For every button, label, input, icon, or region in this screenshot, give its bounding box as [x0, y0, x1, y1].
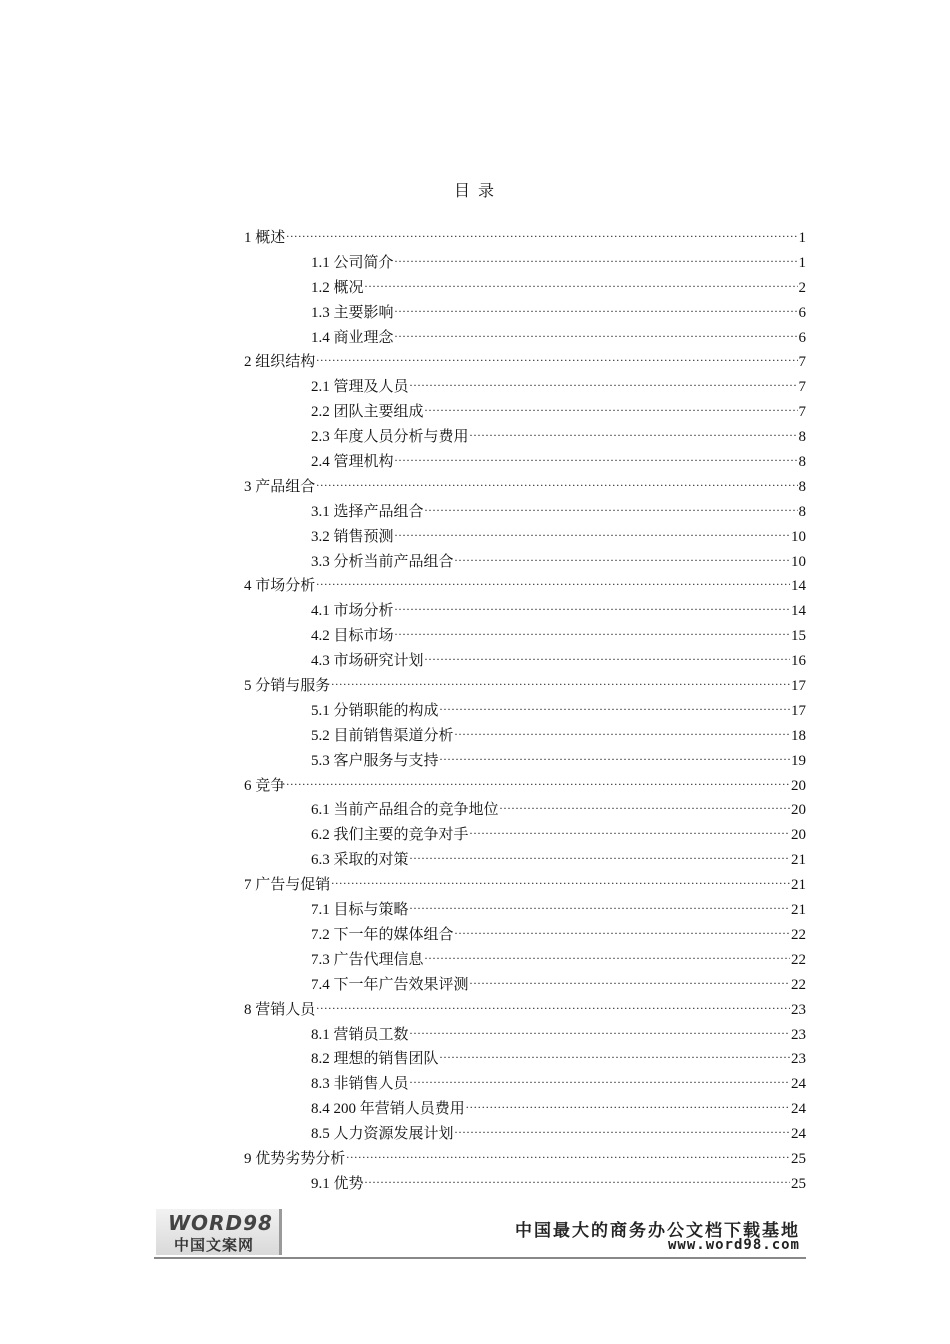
toc-entry-label: 8 营销人员	[244, 1001, 316, 1018]
toc-entry[interactable]	[244, 699, 806, 724]
toc-entry-label: 1 概述	[244, 230, 286, 246]
toc-entry-label: 5 分销与服务	[244, 678, 331, 695]
toc-entry-label: 2.2 团队主要组成	[311, 404, 424, 421]
toc-entry-label: 4.1 市场分析	[311, 603, 394, 620]
toc-entry[interactable]	[244, 749, 806, 774]
toc-title: 目 录	[453, 183, 496, 200]
toc-entry[interactable]	[244, 923, 806, 948]
dot-leader	[395, 600, 790, 615]
toc-entry-page: 14	[791, 578, 806, 595]
dot-leader	[316, 999, 790, 1014]
toc-entry[interactable]	[244, 948, 806, 973]
logo-subtitle: 中国文案网	[174, 1236, 255, 1254]
toc-entry-page: 8	[798, 454, 806, 471]
toc-entry-page: 17	[791, 702, 806, 719]
dot-leader	[410, 376, 798, 391]
dot-leader	[331, 675, 790, 690]
toc-entry-page: 19	[791, 752, 806, 769]
toc-entry-page: 25	[791, 1175, 806, 1192]
toc-entry-label: 7.3 广告代理信息	[311, 951, 424, 968]
toc-entry-label: 1.2 概况	[311, 279, 364, 296]
dot-leader	[455, 924, 790, 939]
toc-entry[interactable]	[244, 350, 806, 375]
toc-entry-label: 2 组织结构	[244, 354, 316, 371]
toc-entry-label: 7.2 下一年的媒体组合	[311, 926, 454, 943]
dot-leader	[425, 949, 790, 964]
toc-entry-label: 1.3 主要影响	[311, 304, 394, 321]
toc-entry[interactable]	[244, 624, 806, 649]
toc-entry-label: 2.4 管理机构	[311, 454, 394, 471]
toc-entry-page: 20	[791, 777, 806, 794]
dot-leader	[500, 799, 790, 814]
toc-entry-label: 5.2 目前销售渠道分析	[311, 727, 454, 744]
dot-leader	[365, 277, 798, 292]
dot-leader	[425, 401, 798, 416]
toc-entry-label: 8.3 非销售人员	[311, 1076, 409, 1093]
dot-leader	[410, 849, 790, 864]
dot-leader	[455, 1123, 790, 1138]
toc-entry[interactable]	[244, 450, 806, 475]
dot-leader	[365, 1173, 790, 1188]
toc-entry-page: 10	[791, 528, 806, 545]
dot-leader	[316, 476, 797, 491]
dot-leader	[316, 351, 797, 366]
toc-entry-label: 7 广告与促销	[244, 877, 331, 894]
dot-leader	[470, 974, 790, 989]
toc-entry-label: 1.1 公司简介	[311, 254, 394, 271]
toc-entry[interactable]	[244, 251, 806, 276]
toc-entry-page: 22	[791, 926, 806, 943]
toc-entry[interactable]	[244, 674, 806, 699]
dot-leader	[395, 327, 798, 342]
toc-entry[interactable]	[244, 1147, 806, 1172]
dot-leader	[440, 700, 790, 715]
toc-entry-page: 8	[798, 429, 806, 446]
toc-entry-label: 6.2 我们主要的竞争对手	[311, 827, 469, 844]
dot-leader	[395, 625, 790, 640]
dot-leader	[395, 252, 798, 267]
toc-entry-label: 8.1 营销员工数	[311, 1026, 409, 1043]
toc-entry-page: 24	[791, 1101, 806, 1118]
toc-entry-page: 21	[791, 852, 806, 869]
toc-entry[interactable]	[244, 649, 806, 674]
toc-entry[interactable]	[244, 848, 806, 873]
toc-entry-label: 6.1 当前产品组合的竞争地位	[311, 802, 499, 819]
dot-leader	[425, 650, 790, 665]
toc-entry-label: 8.5 人力资源发展计划	[311, 1126, 454, 1143]
dot-leader	[410, 1073, 790, 1088]
toc-entry-label: 1.4 商业理念	[311, 329, 394, 346]
toc-entry-page: 6	[798, 304, 806, 321]
table-of-contents	[244, 226, 806, 1197]
footer-url: www.word98.com	[667, 1237, 800, 1253]
toc-entry[interactable]	[244, 276, 806, 301]
toc-entry-page: 16	[791, 653, 806, 670]
toc-entry[interactable]	[244, 475, 806, 500]
toc-entry-page: 14	[791, 603, 806, 620]
toc-entry[interactable]	[244, 226, 806, 251]
toc-entry-page: 1	[798, 254, 806, 271]
toc-entry-page: 18	[791, 727, 806, 744]
dot-leader	[440, 1048, 790, 1063]
toc-entry-label: 8.4 200 年营销人员费用	[311, 1101, 465, 1118]
toc-entry[interactable]	[244, 550, 806, 575]
toc-entry[interactable]	[244, 1097, 806, 1122]
toc-entry-label: 6 竞争	[244, 777, 286, 794]
toc-entry-page: 20	[791, 827, 806, 844]
toc-entry[interactable]	[244, 574, 806, 599]
dot-leader	[425, 501, 798, 516]
dot-leader	[410, 899, 790, 914]
toc-entry-page: 20	[791, 802, 806, 819]
toc-entry-label: 3.3 分析当前产品组合	[311, 553, 454, 570]
dot-leader	[455, 725, 790, 740]
footer-rule	[154, 1257, 806, 1259]
toc-entry[interactable]	[244, 1023, 806, 1048]
dot-leader	[410, 1024, 790, 1039]
toc-entry-page: 6	[798, 329, 806, 346]
toc-entry-label: 4.2 目标市场	[311, 628, 394, 645]
logo-wordmark: WORD98	[168, 1211, 273, 1235]
toc-entry-page: 8	[798, 478, 806, 495]
toc-entry-label: 3 产品组合	[244, 478, 316, 495]
toc-entry-page: 7	[798, 354, 806, 371]
toc-entry-label: 4 市场分析	[244, 578, 316, 595]
toc-entry[interactable]	[244, 1122, 806, 1147]
toc-entry-label: 3.2 销售预测	[311, 528, 394, 545]
toc-entry[interactable]	[244, 500, 806, 525]
toc-entry-page: 23	[791, 1001, 806, 1018]
toc-entry-page: 7	[798, 404, 806, 421]
toc-entry[interactable]	[244, 425, 806, 450]
toc-entry-label: 3.1 选择产品组合	[311, 503, 424, 520]
toc-entry[interactable]	[244, 873, 806, 898]
dot-leader	[470, 824, 790, 839]
footer-slogan: 中国最大的商务办公文档下载基地	[515, 1221, 800, 1241]
dot-leader	[316, 575, 790, 590]
toc-entry[interactable]	[244, 525, 806, 550]
toc-entry-label: 9.1 优势	[311, 1175, 364, 1192]
toc-entry-page: 23	[791, 1026, 806, 1043]
toc-entry[interactable]	[244, 400, 806, 425]
toc-entry[interactable]	[244, 724, 806, 749]
toc-entry-page: 10	[791, 553, 806, 570]
toc-entry[interactable]	[244, 1072, 806, 1097]
footer-banner	[154, 1207, 806, 1259]
dot-leader	[346, 1148, 790, 1163]
toc-entry[interactable]	[244, 998, 806, 1023]
toc-entry[interactable]	[244, 375, 806, 400]
toc-entry[interactable]	[244, 599, 806, 624]
toc-entry[interactable]	[244, 301, 806, 326]
toc-entry-label: 6.3 采取的对策	[311, 852, 409, 869]
toc-entry-page: 7	[798, 379, 806, 396]
toc-entry[interactable]	[244, 973, 806, 998]
toc-entry-page: 15	[791, 628, 806, 645]
toc-entry-page: 8	[798, 503, 806, 520]
dot-leader	[395, 302, 798, 317]
toc-entry-page: 25	[791, 1150, 806, 1167]
toc-entry-page: 22	[791, 951, 806, 968]
dot-leader	[466, 1098, 790, 1113]
dot-leader	[470, 426, 798, 441]
toc-entry-page: 1	[798, 230, 806, 246]
toc-entry[interactable]	[244, 898, 806, 923]
toc-entry-label: 7.1 目标与策略	[311, 902, 409, 919]
toc-entry[interactable]	[244, 798, 806, 823]
dot-leader	[440, 750, 790, 765]
dot-leader	[286, 775, 790, 790]
toc-entry-page: 17	[791, 678, 806, 695]
toc-entry-label: 2.1 管理及人员	[311, 379, 409, 396]
toc-entry-page: 22	[791, 976, 806, 993]
toc-entry[interactable]	[244, 774, 806, 799]
toc-entry-label: 5.1 分销职能的构成	[311, 702, 439, 719]
dot-leader	[331, 874, 790, 889]
dot-leader	[395, 526, 790, 541]
toc-entry-page: 2	[798, 279, 806, 296]
toc-entry-page: 23	[791, 1051, 806, 1068]
word98-logo	[156, 1209, 282, 1255]
toc-entry[interactable]	[244, 1172, 806, 1197]
toc-entry-label: 8.2 理想的销售团队	[311, 1051, 439, 1068]
toc-entry-page: 24	[791, 1126, 806, 1143]
dot-leader	[286, 227, 797, 242]
toc-entry-label: 7.4 下一年广告效果评测	[311, 976, 469, 993]
toc-entry-label: 9 优势劣势分析	[244, 1150, 346, 1167]
dot-leader	[395, 451, 798, 466]
toc-entry[interactable]	[244, 326, 806, 351]
toc-entry-page: 21	[791, 877, 806, 894]
toc-entry-label: 4.3 市场研究计划	[311, 653, 424, 670]
dot-leader	[455, 551, 790, 566]
toc-entry-label: 5.3 客户服务与支持	[311, 752, 439, 769]
toc-entry-label: 2.3 年度人员分析与费用	[311, 429, 469, 446]
toc-entry[interactable]	[244, 823, 806, 848]
toc-entry-page: 24	[791, 1076, 806, 1093]
toc-entry[interactable]	[244, 1047, 806, 1072]
toc-entry-page: 21	[791, 902, 806, 919]
